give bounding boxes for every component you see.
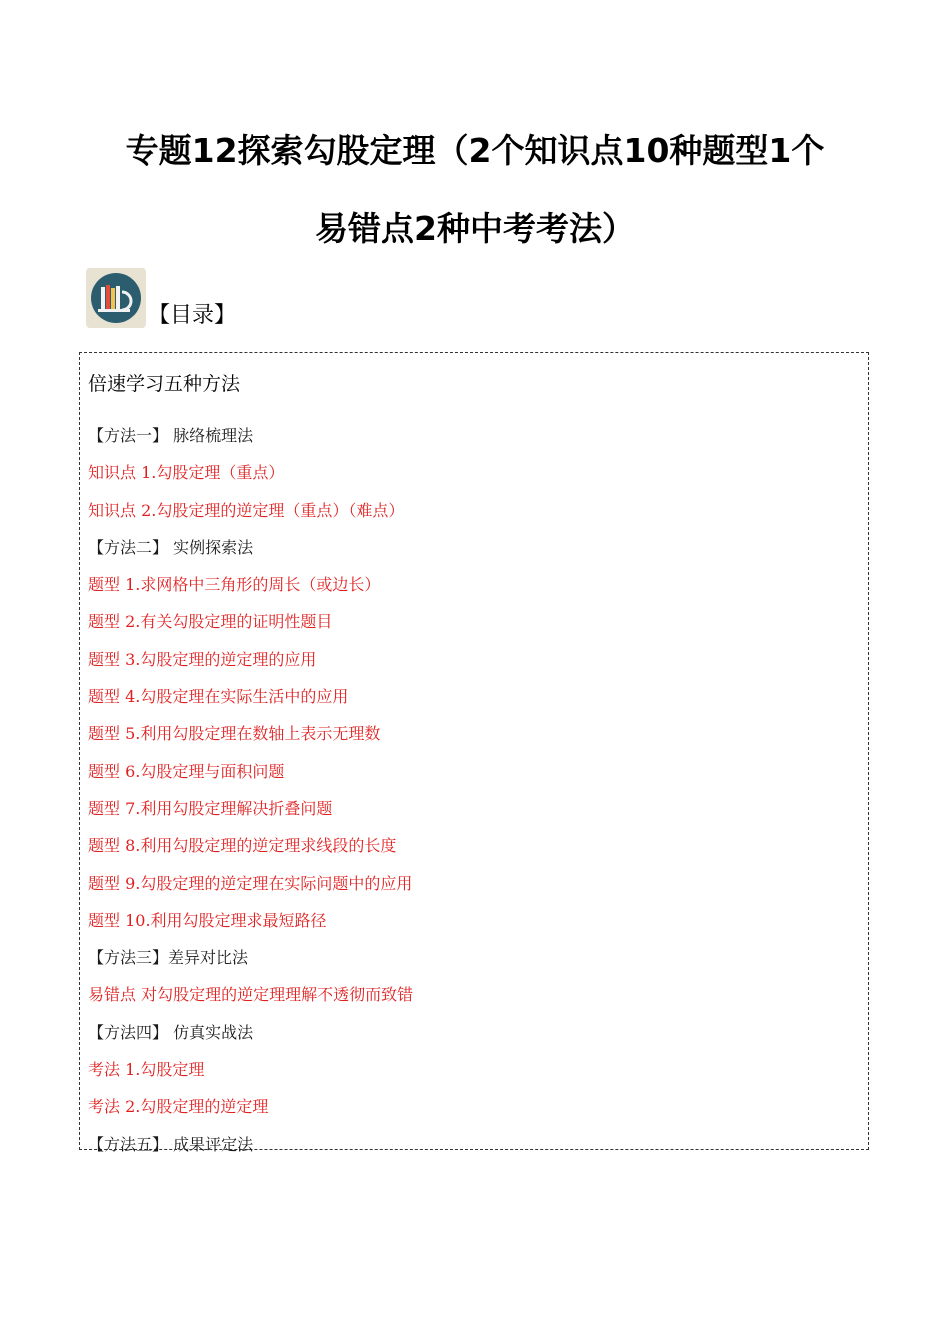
title-line-1: 专题12探索勾股定理（2个知识点10种题型1个 [125,131,825,170]
toc-link[interactable]: 题型 9.勾股定理的逆定理在实际问题中的应用 [88,873,413,893]
toc-box [79,352,869,1154]
toc-link[interactable]: 题型 6.勾股定理与面积问题 [88,761,285,781]
toc-link[interactable]: 题型 1.求网格中三角形的周长（或边长） [88,575,381,595]
toc-section-heading: 【方法四】 仿真实战法 [88,1022,254,1042]
toc-section-heading: 【方法三】差异对比法 [88,948,249,968]
toc-section-heading: 【方法五】 成果评定法 [88,1134,254,1154]
toc-link[interactable]: 知识点 1.勾股定理（重点） [88,463,285,483]
toc-section-heading: 【方法一】 脉络梳理法 [88,426,254,445]
document-title [60,112,890,268]
books-icon [86,268,146,328]
toc-link[interactable]: 易错点 对勾股定理的逆定理理解不透彻而致错 [88,985,414,1005]
toc-link[interactable]: 考法 1.勾股定理 [88,1060,205,1080]
toc-link[interactable]: 考法 2.勾股定理的逆定理 [88,1097,269,1117]
toc-box-title: 倍速学习五种方法 [88,373,241,395]
title-line-2: 易错点2种中考考法） [315,209,635,248]
toc-link[interactable]: 题型 2.有关勾股定理的证明性题目 [88,612,333,632]
toc-link[interactable]: 题型 10.利用勾股定理求最短路径 [88,910,327,930]
toc-list [88,417,860,1163]
toc-link[interactable]: 题型 7.利用勾股定理解决折叠问题 [88,798,333,818]
toc-link[interactable]: 题型 3.勾股定理的逆定理的应用 [88,649,317,669]
toc-link[interactable]: 题型 4.勾股定理在实际生活中的应用 [88,687,349,707]
toc-link[interactable]: 题型 5.利用勾股定理在数轴上表示无理数 [88,724,381,744]
toc-label: 【目录】 [148,303,237,328]
toc-section-heading: 【方法二】 实例探索法 [88,537,254,557]
toc-link[interactable]: 题型 8.利用勾股定理的逆定理求线段的长度 [88,836,397,856]
toc-link[interactable]: 知识点 2.勾股定理的逆定理（重点）（难点） [88,500,405,520]
